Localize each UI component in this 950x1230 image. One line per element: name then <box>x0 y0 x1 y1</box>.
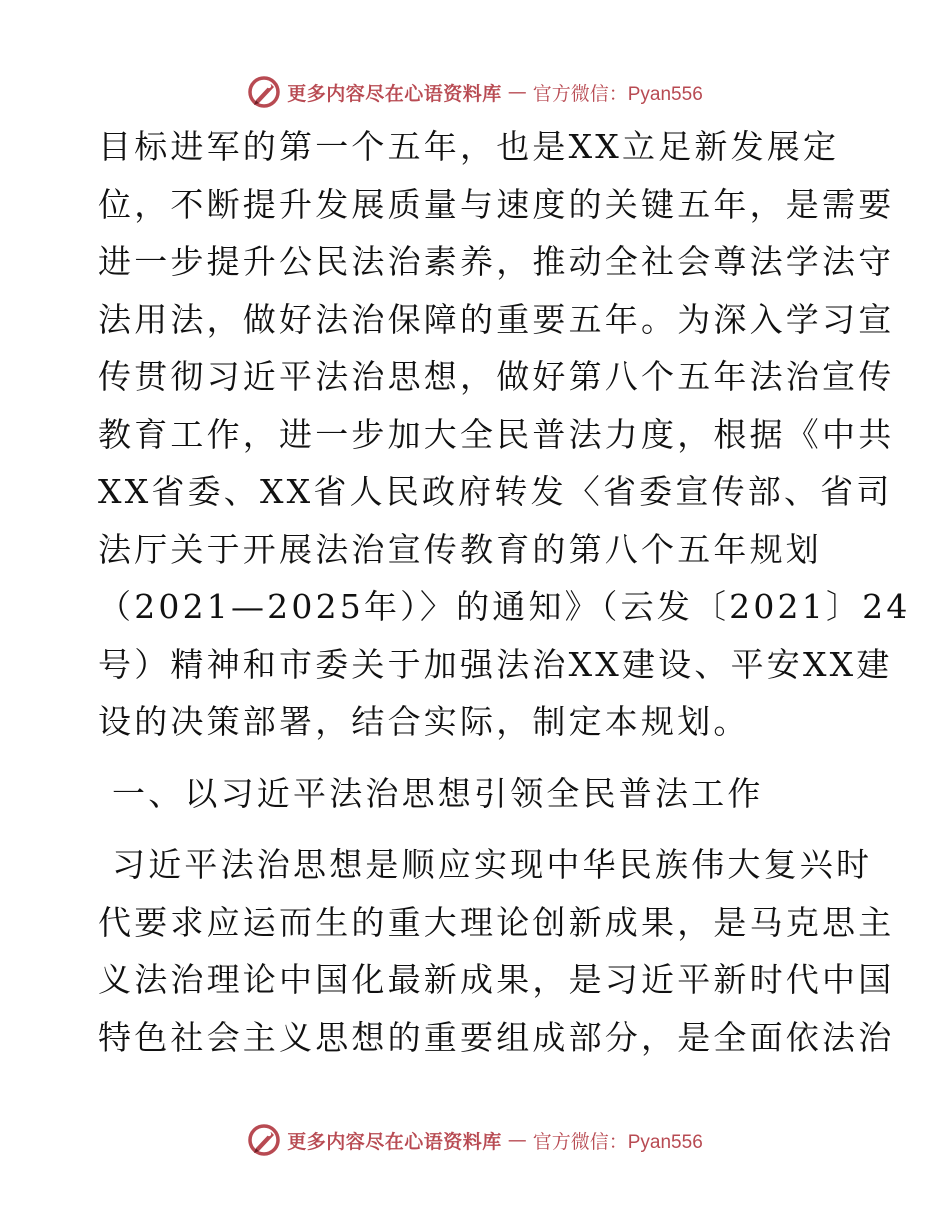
watermark-text: 更多内容尽在心语资料库 <box>287 1130 502 1153</box>
pen-logo-icon <box>247 1123 281 1157</box>
text-line: 号）精神和市委关于加强法治XX建设、平安XX建 <box>98 644 893 684</box>
text-line: 教育工作，进一步加大全民普法力度，根据《中共 <box>98 414 895 454</box>
text-line: 法用法，做好法治保障的重要五年。为深入学习宣 <box>98 299 895 339</box>
header-watermark <box>0 70 950 114</box>
text-line: 法厅关于开展法治宣传教育的第八个五年规划 <box>98 529 822 569</box>
text-line: 目标进军的第一个五年，也是XX立足新发展定 <box>98 127 840 166</box>
document-body <box>98 118 911 1066</box>
text-line: XX省委、XX省人民政府转发〈省委宣传部、省司 <box>98 472 893 511</box>
spacer <box>98 751 858 765</box>
watermark-separator: — <box>507 81 527 103</box>
watermark-suffix: 官方微信：Pyan556 <box>532 83 703 105</box>
text-line: 义法治理论中国化最新成果，是习近平新时代中国 <box>98 960 895 999</box>
watermark-suffix: 官方微信：Pyan556 <box>532 1131 703 1153</box>
text-line: 特色社会主义思想的重要组成部分，是全面依法治 <box>98 1017 895 1057</box>
text-line: 进一步提升公民法治素养，推动全社会尊法学法守 <box>98 242 895 281</box>
section-heading: 一、以习近平法治思想引领全民普法工作 <box>112 773 764 813</box>
text-line: 位，不断提升发展质量与速度的关键五年，是需要 <box>98 184 895 224</box>
watermark-separator: — <box>507 1129 527 1151</box>
text-line: 习近平法治思想是顺应实现中华民族伟大复兴时 <box>112 845 873 884</box>
text-line: 代要求应运而生的重大理论创新成果，是马克思主 <box>98 902 895 942</box>
text-line: （2021—2025年）〉的通知》（云发〔2021〕24 <box>98 587 911 626</box>
paragraph-1 <box>98 118 911 751</box>
footer-watermark <box>0 1118 950 1162</box>
text-line: 设的决策部署，结合实际，制定本规划。 <box>98 702 750 741</box>
watermark-text: 更多内容尽在心语资料库 <box>287 82 502 105</box>
text-line: 传贯彻习近平法治思想，做好第八个五年法治宣传 <box>98 357 895 396</box>
pen-logo-icon <box>247 75 281 109</box>
spacer <box>98 822 858 836</box>
paragraph-2 <box>98 836 895 1066</box>
